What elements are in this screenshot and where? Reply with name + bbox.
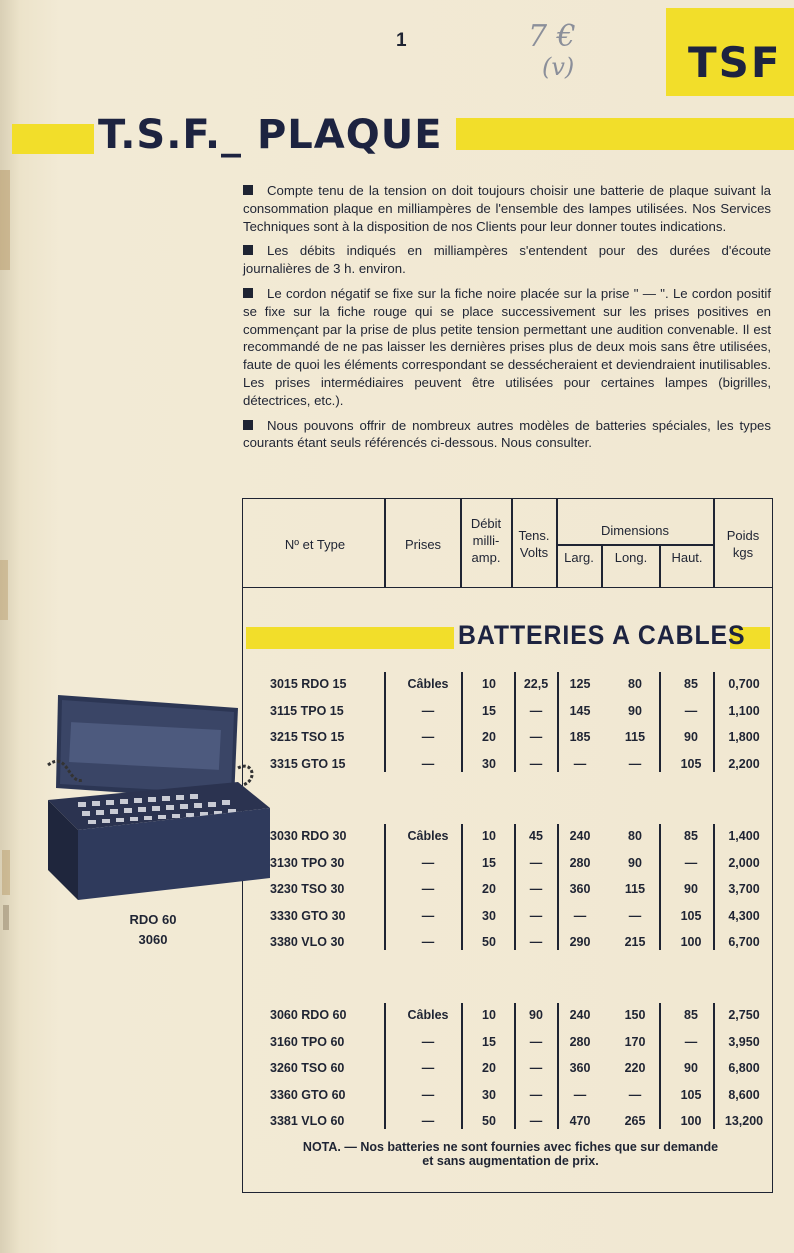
cell-poids: 1,800 [728,730,760,744]
cell-tens: 90 [529,1008,543,1022]
cell-long: 80 [628,829,642,843]
cell-debit: 30 [482,756,496,771]
cell-poids: 2,750 [728,1008,760,1022]
nota-footnote: NOTA. — Nos batteries ne sont fournies avec fiches que sur demande et sans augmentation de prix. [302,1140,719,1168]
header-divider [556,498,558,588]
table-row [242,752,773,778]
intro-text [243,182,771,459]
cell-larg: 360 [569,1061,591,1075]
cell-larg: 240 [569,1008,591,1022]
cell-haut: — [684,703,698,718]
cell-tens: — [529,1034,543,1049]
cell-type: 3115 TPO 15 [270,703,344,718]
cell-type: 3215 TSO 15 [270,730,345,744]
cell-poids: 6,700 [728,935,760,949]
table-row [242,877,773,903]
cell-type: 3330 GTO 30 [270,908,346,923]
cell-larg: — [573,908,587,923]
cell-haut: 100 [680,1114,702,1128]
cell-long: — [628,908,642,923]
table-row [242,1109,773,1135]
cell-poids: 2,000 [728,855,760,870]
cell-prises: Câbles [407,1008,449,1022]
section-tab-label: TSF [688,38,782,87]
cell-haut: 85 [684,677,698,691]
cell-type: 3381 VLO 60 [270,1114,345,1128]
cell-prises: — [421,908,435,923]
header-prises: Prises [404,537,442,552]
illustration-caption: RDO 60 3060 [129,912,177,947]
cell-poids: 13,200 [724,1114,764,1128]
table-row [242,1083,773,1109]
cell-haut: 105 [680,756,702,771]
cell-long: 115 [624,882,646,896]
cell-debit: 10 [482,677,496,691]
cell-tens: 45 [529,829,543,843]
cell-tens: — [529,855,543,870]
cell-larg: 125 [569,677,591,691]
cell-larg: 145 [569,703,591,718]
cell-haut: 105 [680,1087,702,1102]
header-haut: Haut. [671,550,703,565]
bullet-square-icon [243,420,253,430]
cell-poids: 1,100 [728,703,760,718]
spine-binding-marks [0,0,16,1253]
cell-type: 3230 TSO 30 [270,882,345,896]
title-band-left [12,124,94,154]
table-row [242,1030,773,1056]
cell-poids: 1,400 [728,829,760,843]
cell-tens: — [529,1087,543,1102]
cell-prises: — [421,730,435,744]
cell-type: 3160 TPO 60 [270,1034,345,1049]
cell-tens: — [529,730,543,744]
cell-prises: — [421,935,435,949]
bullet-square-icon [243,245,253,255]
cell-type: 3360 GTO 60 [270,1087,346,1102]
header-dimensions: Dimensions [601,523,669,538]
bullet-square-icon [243,288,253,298]
cell-haut: 85 [684,1008,698,1022]
table-row [242,930,773,956]
cell-long: 215 [624,935,646,949]
cell-larg: — [573,1087,587,1102]
cell-type: 3315 GTO 15 [270,756,346,771]
cell-haut: 100 [680,935,702,949]
cell-debit: 15 [482,855,496,870]
cell-larg: 470 [569,1114,591,1128]
cell-long: 90 [628,703,642,718]
cell-tens: — [529,882,543,896]
cell-debit: 30 [482,1087,496,1102]
table-row [242,824,773,850]
intro-paragraph: Les débits indiqués en milliampères s'entendent pour des durées d'écoute journalières de 3 h. environ. [243,243,771,277]
cell-poids: 4,300 [728,908,760,923]
cell-type: 3015 RDO 15 [270,677,347,691]
intro-paragraph: Nous pouvons offrir de nombreux autres modèles de batteries spéciales, les types courants étant seuls référencés ci-dessous. Nous consulter. [243,417,771,451]
cell-debit: 10 [482,1008,496,1022]
cell-long: 115 [624,730,646,744]
page-title: T.S.F._ PLAQUE [98,112,443,158]
table-row [242,851,773,877]
bullet-square-icon [243,185,253,195]
cell-long: 265 [624,1114,646,1128]
cell-type: 3060 RDO 60 [270,1008,347,1022]
handwritten-price: 7 € [528,19,576,54]
table-row [242,672,773,698]
cell-debit: 50 [482,1114,496,1128]
header-debit: Débit milli- amp. [470,516,502,565]
title-band-right [456,118,794,150]
cell-prises: Câbles [407,829,449,843]
cell-debit: 15 [482,1034,496,1049]
cell-poids: 6,800 [728,1061,760,1075]
cell-debit: 15 [482,703,496,718]
cell-long: — [628,1087,642,1102]
cell-haut: 90 [684,882,698,896]
cell-type: 3130 TPO 30 [270,855,345,870]
intro-paragraph: Compte tenu de la tension on doit toujours choisir une batterie de plaque suivant la consommation plaque en milliampères de l'ensemble des lampes utilisées. Nos Services Techniques sont à la disposition de nos Clients pour leur donner toutes indications. [243,183,771,234]
page-number: 1 [396,30,407,51]
cell-larg: 280 [569,855,591,870]
cell-haut: 85 [684,829,698,843]
cell-haut: 90 [684,1061,698,1075]
cell-poids: 3,950 [728,1034,760,1049]
table-row [242,1056,773,1082]
cell-haut: — [684,1034,698,1049]
table-row [242,1003,773,1029]
cell-tens: 22,5 [523,677,549,691]
cell-prises: — [421,1087,435,1102]
header-divider [556,544,714,546]
cell-type: 3260 TSO 60 [270,1061,345,1075]
cell-larg: 185 [569,730,591,744]
cell-long: 170 [624,1034,646,1049]
cell-debit: 20 [482,730,496,744]
cell-tens: — [529,756,543,771]
cell-larg: — [573,756,587,771]
cell-haut: 105 [680,908,702,923]
cell-debit: 30 [482,908,496,923]
cell-prises: — [421,756,435,771]
cell-type: 3030 RDO 30 [270,829,347,843]
cell-poids: 2,200 [728,756,760,771]
cell-prises: — [421,1114,435,1128]
cell-prises: Câbles [407,677,449,691]
cell-long: 150 [624,1008,646,1022]
header-poids: Poids kgs [726,528,760,560]
table-row [242,725,773,751]
cell-larg: 240 [569,829,591,843]
cell-tens: — [529,935,543,949]
header-tens: Tens. Volts [518,528,550,560]
cell-larg: 280 [569,1034,591,1049]
cell-prises: — [421,703,435,718]
table-row [242,904,773,930]
cell-prises: — [421,1061,435,1075]
cell-haut: — [684,855,698,870]
handwritten-price-note [528,19,598,92]
cell-tens: — [529,1061,543,1075]
cell-debit: 10 [482,829,496,843]
cell-debit: 20 [482,1061,496,1075]
cell-debit: 20 [482,882,496,896]
cell-tens: — [529,703,543,718]
cell-poids: 0,700 [728,677,760,691]
cell-long: 220 [624,1061,646,1075]
cell-larg: 290 [569,935,591,949]
header-type: Nº et Type [284,537,346,552]
cell-haut: 90 [684,730,698,744]
cell-larg: 360 [569,882,591,896]
header-long: Long. [614,550,648,565]
intro-paragraph: Le cordon négatif se fixe sur la fiche noire placée sur la prise " — ". Le cordon positif se fixe sur la fiche rouge qui se place successivement sur les prises positives en commençant par la prise de plus petite tension permettant une audition convenable. Il est recommandé de ne pas laisser les dernières prises plus de deux mois sans être utilisées, faute de quoi les éléments correspondant se dessécheraient et deviendraient inutilisables. Les prises intermédiaires peuvent être utilisées pour certaines lampes (bigrilles, détectrices, etc.). [243,285,771,408]
cell-tens: — [529,1114,543,1128]
section-title: BATTERIES A CABLES [458,620,746,650]
table-row [242,699,773,725]
cell-prises: — [421,1034,435,1049]
cell-prises: — [421,882,435,896]
cell-poids: 3,700 [728,882,760,896]
cell-long: 80 [628,677,642,691]
cell-long: 90 [628,855,642,870]
cell-poids: 8,600 [728,1087,760,1102]
cell-prises: — [421,855,435,870]
cell-long: — [628,756,642,771]
cell-tens: — [529,908,543,923]
section-band-left [246,627,454,649]
cell-type: 3380 VLO 30 [270,935,345,949]
header-divider [384,498,386,588]
header-larg: Larg. [564,550,594,565]
handwritten-mark: (v) [542,53,575,81]
cell-debit: 50 [482,935,496,949]
battery-box-illustration [38,690,278,905]
